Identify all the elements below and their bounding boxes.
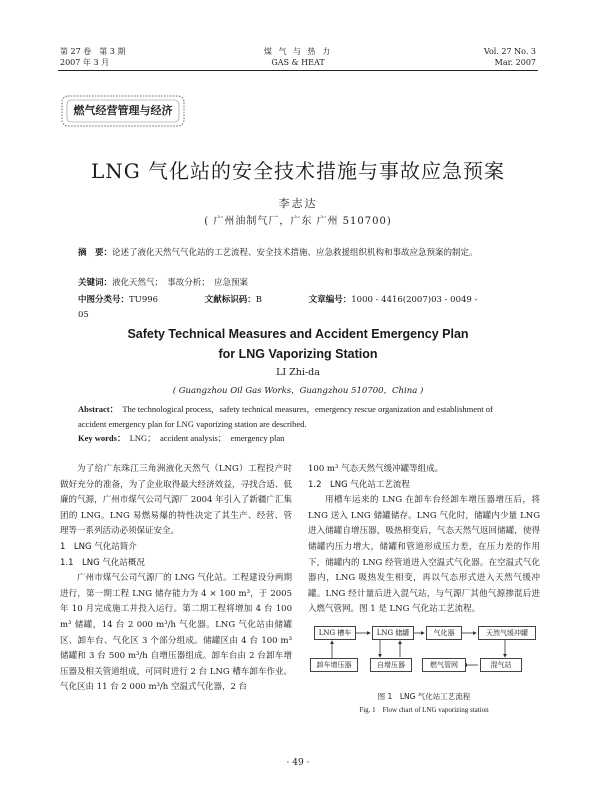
box-lng-truck: LNG 槽车 bbox=[314, 626, 356, 640]
affiliation: ( 广州油制气厂，广东 广州 510700) bbox=[204, 216, 392, 227]
header-divider bbox=[58, 70, 538, 71]
article-no-label: 文章编号： bbox=[308, 295, 352, 305]
box-mixing-station: 混气站 bbox=[480, 658, 522, 672]
author: 李志达 bbox=[278, 197, 318, 210]
cn-keywords-label: 关键词： bbox=[78, 278, 113, 288]
section-badge bbox=[58, 92, 188, 130]
box-unloading-booster: 卸车增压器 bbox=[310, 658, 358, 672]
en-abstract-text: The technological process，safety technical measures，emergency rescue organization and establishment of accident emergency plan for LNG vaporizing station are described. bbox=[78, 404, 493, 429]
classification-line bbox=[78, 293, 518, 323]
box-vaporizer: 气化器 bbox=[426, 626, 462, 640]
en-keywords-label: Key words： bbox=[78, 433, 126, 443]
en-keywords-text: LNG； accident analysis； emergency plan bbox=[129, 433, 285, 443]
paragraph-1-1-continued: 100 m³ 气态天然气缓冲罐等组成。 bbox=[308, 464, 444, 474]
figure-caption-en: Fig. 1 Flow chart of LNG vaporizing station bbox=[359, 706, 489, 714]
body-left-column bbox=[60, 462, 292, 696]
figure-caption-cn: 图 1 LNG 气化站工艺流程 bbox=[377, 692, 471, 701]
paragraph-1-2: 用槽车运来的 LNG 在卸车台经卸车增压器增压后，将 LNG 送入 LNG 储罐储存。LNG 气化时，储罐内少量 LNG 进入储罐自增压器，吸热相变后，气态天然气返回储罐，使得储罐内压力增大，储罐和管道形成压力差，在压力差的作用下，储罐内的 LNG 经管道进入空温式气化器。在空温式气化器内，LNG 吸热发生相变，再以气态形式进入天然气缓冲罐。LNG 经计量后进入混气站，与气源厂其他气源掺混后进入燃气管网。图 1 是 LNG 气化站工艺流程。 bbox=[308, 495, 540, 615]
section-heading-1-1: 1.1 LNG 气化站概况 bbox=[60, 557, 145, 568]
clc-value: TU996 bbox=[129, 295, 159, 305]
clc-label: 中图分类号： bbox=[78, 295, 130, 305]
en-title-line1: Safety Technical Measures and Accident Emergency Plan bbox=[127, 327, 469, 341]
box-self-booster: 自增压器 bbox=[370, 658, 412, 672]
cn-keywords bbox=[78, 276, 518, 291]
journal-name-en: GAS & HEAT bbox=[271, 58, 325, 67]
section-heading-1-2: 1.2 LNG 气化站工艺流程 bbox=[308, 479, 410, 490]
cn-keywords-text: 液化天然气； 事故分析； 应急预案 bbox=[112, 278, 249, 288]
issue-date: 2007 年 3 月 bbox=[60, 58, 110, 67]
page-number: · 49 · bbox=[286, 758, 310, 768]
section-heading-1: 1 LNG 气化站简介 bbox=[60, 541, 137, 552]
issue-date-en: Mar. 2007 bbox=[494, 58, 536, 67]
en-title-line2: for LNG Vaporizing Station bbox=[218, 347, 378, 361]
en-affiliation: ( Guangzhou Oil Gas Works，Guangzhou 510700，China ) bbox=[172, 386, 424, 396]
cn-abstract-text: 论述了液化天然气气化站的工艺流程、安全技术措施、应急救援组织机构和事故应急预案的制定。 bbox=[112, 248, 478, 258]
en-abstract-label: Abstract： bbox=[78, 404, 119, 414]
en-author: LI Zhi-da bbox=[276, 367, 320, 378]
en-abstract bbox=[78, 402, 523, 432]
volume-issue: 第 27 卷 第 3 期 bbox=[60, 47, 126, 56]
paper-title: LNG 气化站的安全技术措施与事故应急预案 bbox=[90, 159, 506, 183]
intro-paragraph: 为了给广东珠江三角洲液化天然气（LNG）工程投产时做好充分的准备，为了企业取得最大经济效益，寻找合适、低廉的气源，广州市煤气公司气源厂 2004 年引入了新疆广汇集团的 LNG。LNG 易燃易爆的特性决定了其生产、经营、管理等一系列活动必须保证安全。 bbox=[60, 464, 292, 537]
volume-issue-en: Vol. 27 No. 3 bbox=[483, 47, 536, 56]
cn-abstract-label: 摘 要： bbox=[78, 248, 113, 258]
cn-abstract bbox=[78, 246, 518, 261]
article-no-value: 1000 - 4416(2007)03 - 0049 - 05 bbox=[78, 295, 478, 320]
doc-code-value: B bbox=[255, 295, 263, 305]
flow-chart bbox=[308, 626, 540, 686]
body-right-column bbox=[308, 462, 540, 618]
journal-volume-info-en bbox=[484, 46, 536, 68]
paragraph-1-1: 广州市煤气公司气源厂的 LNG 气化站。工程建设分两期进行，第一期工程 LNG 储存能力为 4 × 100 m³，于 2005 年 10 月完成施工并投入运行。第二期工程将增加 4 台 100 m³ 储罐，14 台 2 000 m³/h 气化器。LNG 气化站由储罐区、卸车台、气化区 3 个部分组成。储罐区由 4 台 100 m³ 储罐和 3 台 500 m³/h 自增压器组成。卸车台由 2 台卸车增压器及相关管道组成，可同时进行 2 台 LNG 槽车卸车作业。气化区由 11 台 2 000 m³/h 空温式气化器，2 台 bbox=[60, 573, 292, 693]
en-keywords bbox=[78, 432, 518, 444]
journal-name-cn: 煤 气 与 热 力 bbox=[263, 47, 333, 56]
box-buffer-tank: 天然气缓冲罐 bbox=[478, 626, 536, 640]
box-lng-tank: LNG 储罐 bbox=[372, 626, 414, 640]
section-label: 燃气经营管理与经济 bbox=[73, 104, 173, 117]
box-gas-network: 燃气管网 bbox=[422, 658, 466, 672]
doc-code-label: 文献标识码： bbox=[204, 295, 256, 305]
